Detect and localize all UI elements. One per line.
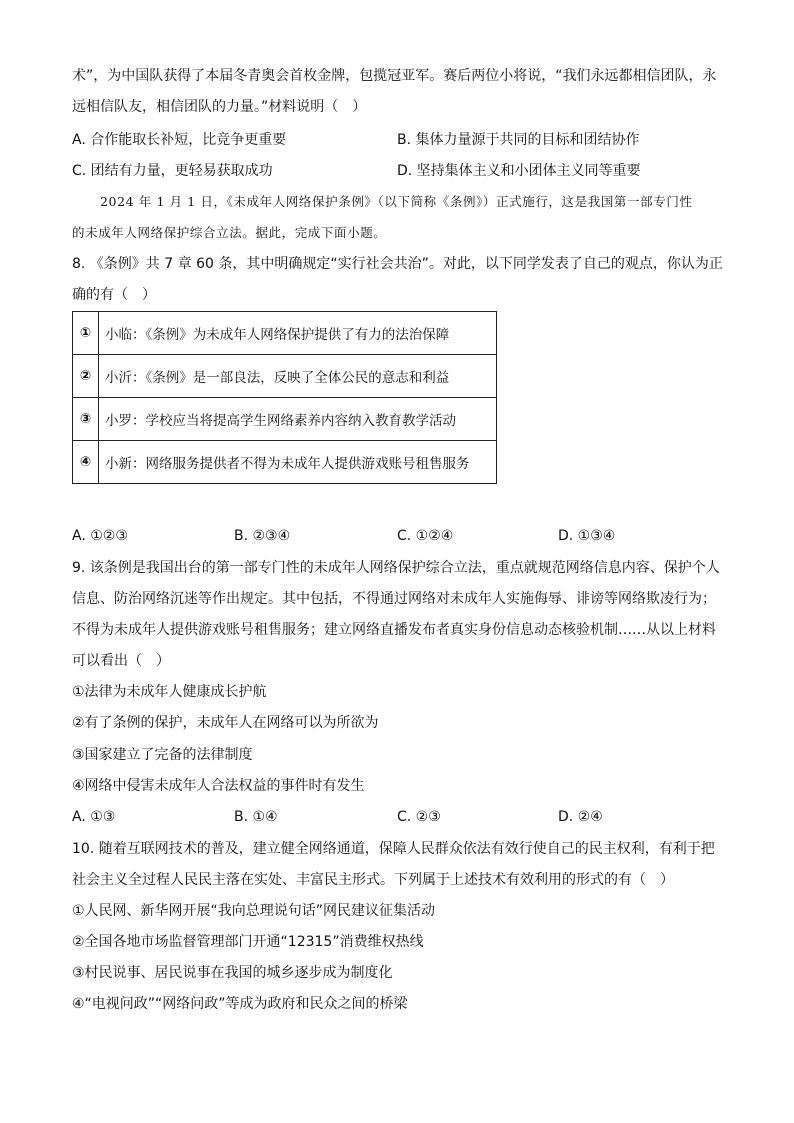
q10-stem-line-1: 10. 随着互联网技术的普及，建立健全网络通道，保障人民群众依法有效行使自己的民主权利，有利于把	[72, 841, 715, 857]
q7-material-line-1: 术”，为中国队获得了本届冬青奥会首枚金牌，包揽冠亚军。赛后两位小将说，“我们永远都相信团队，永	[72, 68, 717, 84]
passage-line-2: 的未成年人网络保护综合立法。据此，完成下面小题。	[72, 225, 387, 240]
q8-option-a: A. ①②③	[72, 528, 128, 544]
q9-stem-line-1: 9. 该条例是我国出台的第一部专门性的未成年人网络保护综合立法，重点就规范网络信息内容、保护个人	[72, 560, 720, 576]
q9-option-a: A. ①③	[72, 809, 116, 825]
q10-item-1: ①人民网、新华网开展“我向总理说句话”网民建议征集活动	[72, 903, 436, 919]
q10-item-2: ②全国各地市场监督管理部门开通“12315”消费维权热线	[72, 934, 424, 950]
view-text: 小临：《条例》为未成年人网络保护提供了有力的法治保障	[99, 312, 497, 355]
passage-line-1: 2024 年 1 月 1 日，《未成年人网络保护条例》（以下简称《条例》）正式施行，这是我国第一部专门性	[100, 194, 693, 209]
q9-stem-line-4: 可以看出（ ）	[72, 653, 170, 669]
q8-option-c: C. ①②④	[397, 528, 454, 544]
q9-option-b: B. ①④	[234, 809, 278, 825]
q8-option-d: D. ①③④	[558, 528, 616, 544]
view-number: ③	[73, 398, 99, 441]
view-number: ②	[73, 355, 99, 398]
view-text: 小罗：学校应当将提高学生网络素养内容纳入教育教学活动	[99, 398, 497, 441]
q9-item-3: ③国家建立了完备的法律制度	[72, 747, 253, 763]
q9-item-2: ②有了条例的保护，未成年人在网络可以为所欲为	[72, 715, 379, 731]
q8-views-table	[72, 311, 497, 484]
table-row	[73, 355, 497, 398]
view-number: ④	[73, 441, 99, 484]
q9-stem-line-2: 信息、防治网络沉迷等作出规定。其中包括，不得通过网络对未成年人实施侮辱、诽谤等网络欺凌行为；	[72, 591, 716, 607]
q7-material-line-2: 远相信队友，相信团队的力量。”材料说明（ ）	[72, 99, 367, 115]
view-text: 小沂：《条例》是一部良法，反映了全体公民的意志和利益	[99, 355, 497, 398]
q9-item-4: ④网络中侵害未成年人合法权益的事件时有发生	[72, 778, 365, 794]
q10-stem-line-2: 社会主义全过程人民民主落在实处、丰富民主形式。下列属于上述技术有效利用的形式的有（ ）	[72, 872, 674, 888]
q9-option-d: D. ②④	[558, 809, 603, 825]
q8-stem-line-2: 确的有（ ）	[72, 287, 156, 303]
q7-option-b: B. 集体力量源于共同的目标和团结协作	[397, 132, 640, 148]
q9-item-1: ①法律为未成年人健康成长护航	[72, 684, 267, 700]
q8-option-b: B. ②③④	[234, 528, 291, 544]
q10-item-4: ④“电视问政”“网络问政”等成为政府和民众之间的桥梁	[72, 996, 408, 1012]
q10-item-3: ③村民说事、居民说事在我国的城乡逐步成为制度化	[72, 965, 393, 981]
q9-option-c: C. ②③	[397, 809, 441, 825]
q8-stem-line-1: 8. 《条例》共 7 章 60 条，其中明确规定“实行社会共治”。对此，以下同学发表了自己的观点，你认为正	[72, 256, 723, 272]
q7-option-c: C. 团结有力量，更轻易获取成功	[72, 163, 273, 179]
table-row	[73, 398, 497, 441]
q9-stem-line-3: 不得为未成年人提供游戏账号租售服务；建立网络直播发布者真实身份信息动态核验机制……从以上材料	[72, 622, 716, 638]
q7-option-d: D. 坚持集体主义和小团体主义同等重要	[397, 163, 641, 179]
table-row	[73, 441, 497, 484]
q7-option-a: A. 合作能取长补短，比竞争更重要	[72, 132, 287, 148]
view-number: ①	[73, 312, 99, 355]
view-text: 小新：网络服务提供者不得为未成年人提供游戏账号租售服务	[99, 441, 497, 484]
table-row	[73, 312, 497, 355]
